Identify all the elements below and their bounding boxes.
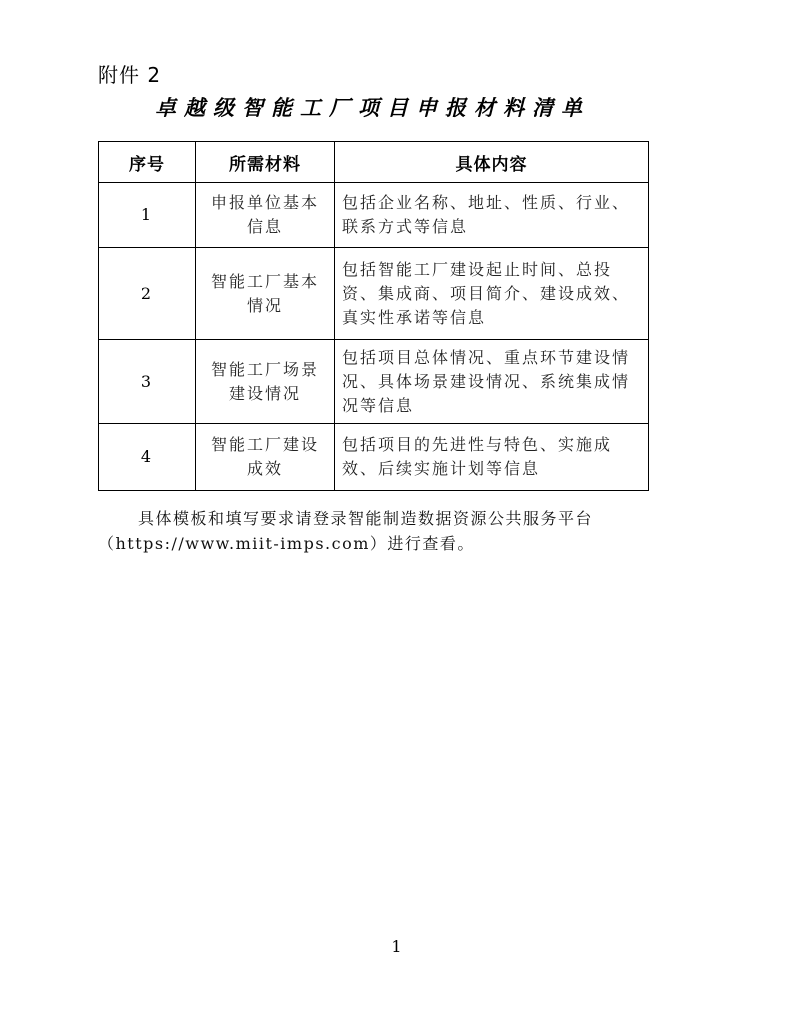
header-serial-number: 序号	[99, 142, 196, 183]
row-material: 智能工厂场景建设情况	[196, 340, 335, 424]
document-title: 卓越级智能工厂项目申报材料清单	[155, 96, 590, 120]
row-material: 申报单位基本信息	[196, 183, 335, 248]
row-content: 包括智能工厂建设起止时间、总投资、集成商、项目简介、建设成效、真实性承诺等信息	[335, 248, 649, 340]
row-content: 包括项目的先进性与特色、实施成效、后续实施计划等信息	[335, 424, 649, 491]
table-row	[99, 248, 649, 340]
row-number: 4	[99, 424, 196, 491]
template-note	[98, 506, 658, 556]
materials-table	[98, 141, 649, 491]
row-content: 包括项目总体情况、重点环节建设情况、具体场景建设情况、系统集成情况等信息	[335, 340, 649, 424]
table-header-row	[99, 142, 649, 183]
header-required-materials: 所需材料	[196, 142, 335, 183]
table-row	[99, 424, 649, 491]
row-material: 智能工厂建设成效	[196, 424, 335, 491]
attachment-label: 附件 2	[98, 63, 162, 87]
header-specific-content: 具体内容	[335, 142, 649, 183]
page-number: 1	[391, 937, 402, 956]
table-row	[99, 340, 649, 424]
row-content: 包括企业名称、地址、性质、行业、联系方式等信息	[335, 183, 649, 248]
row-number: 2	[99, 248, 196, 340]
template-note-text: 具体模板和填写要求请登录智能制造数据资源公共服务平台（https://www.miit-imps.com）进行查看。	[98, 509, 594, 553]
row-number: 3	[99, 340, 196, 424]
table-row	[99, 183, 649, 248]
row-material: 智能工厂基本情况	[196, 248, 335, 340]
row-number: 1	[99, 183, 196, 248]
